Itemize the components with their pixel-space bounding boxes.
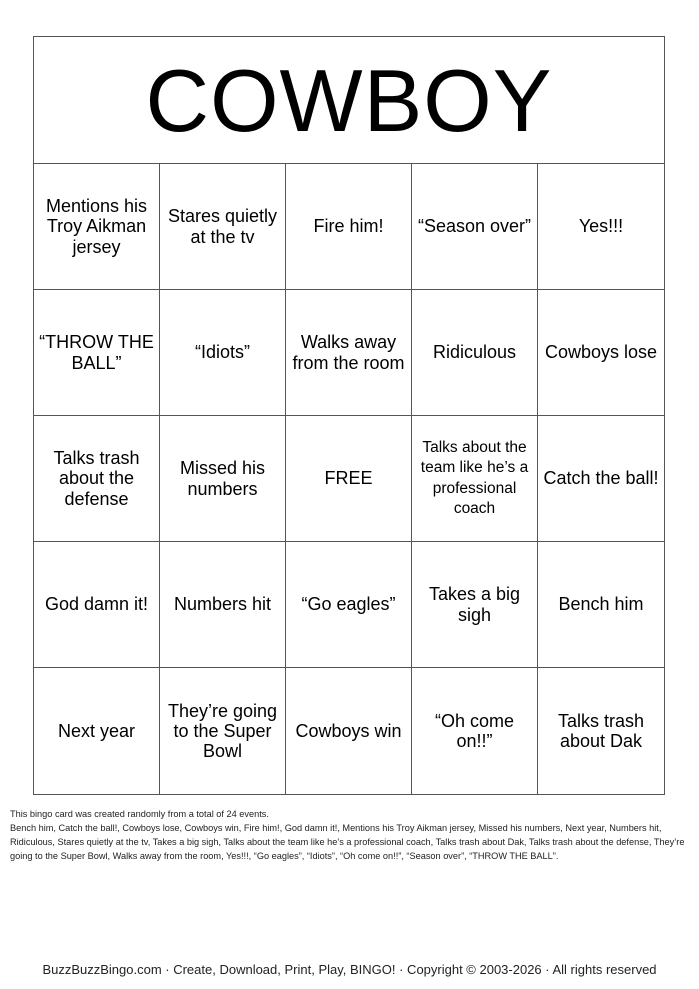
bingo-cell: Catch the ball! bbox=[538, 416, 664, 542]
bingo-cell: “THROW THE BALL” bbox=[34, 290, 160, 416]
bingo-cell: Talks trash about Dak bbox=[557, 710, 645, 751]
bingo-cell: Bench him bbox=[538, 542, 664, 668]
events-list: Bench him, Catch the ball!, Cowboys lose, Cowboys win, Fire him!, God damn it!, Mentions his Troy Aikman jersey, Missed his numbers, Next year, Numbers hit, Ridiculous, Stares quietly at the tv, Takes a big sigh, Talks about the team like he’s a professional coach, Talks trash about Dak, Talks trash about the defense, They’re going to the Super Bowl, Walks away from the room, Yes!!!, “Go eagles”, “Idiots”, “Oh come on!!”, “Season over”, “THROW THE BALL”. bbox=[10, 823, 685, 861]
bingo-cell: Next year bbox=[34, 668, 160, 794]
card-info bbox=[10, 807, 690, 863]
bingo-cell: Yes!!! bbox=[538, 164, 664, 290]
bingo-cell: Talks trash about the defense bbox=[34, 416, 160, 542]
card-title: COWBOY bbox=[145, 51, 553, 150]
footer-text: BuzzBuzzBingo.com · Create, Download, Print, Play, BINGO! · Copyright © 2003-2026 · All rights reserved bbox=[42, 962, 657, 977]
bingo-cell: Missed his numbers bbox=[160, 416, 286, 542]
bingo-cell: They’re going to the Super Bowl bbox=[160, 668, 286, 794]
bingo-cell: Numbers hit bbox=[160, 542, 286, 668]
bingo-cell: Ridiculous bbox=[412, 290, 538, 416]
bingo-cell: Cowboys lose bbox=[538, 290, 664, 416]
bingo-cell: Cowboys win bbox=[286, 668, 412, 794]
info-line: This bingo card was created randomly from a total of 24 events. bbox=[10, 809, 269, 819]
bingo-cell: Talks about the team like he’s a professional coach bbox=[412, 416, 538, 542]
bingo-cell: “Oh come on!!” bbox=[412, 668, 538, 794]
bingo-card bbox=[33, 36, 665, 795]
bingo-cell: “Idiots” bbox=[160, 290, 286, 416]
bingo-cell: “Go eagles” bbox=[286, 542, 412, 668]
bingo-cell: “Season over” bbox=[412, 164, 538, 290]
bingo-cell: Walks away from the room bbox=[286, 290, 412, 416]
free-space-cell: FREE bbox=[286, 416, 412, 542]
bingo-cell: Fire him! bbox=[286, 164, 412, 290]
bingo-cell: Stares quietly at the tv bbox=[160, 164, 286, 290]
title-row bbox=[34, 37, 664, 164]
bingo-cell: Takes a big sigh bbox=[412, 542, 538, 668]
bingo-cell: God damn it! bbox=[34, 542, 160, 668]
bingo-grid bbox=[34, 164, 664, 794]
bingo-cell: Mentions his Troy Aikman jersey bbox=[34, 164, 160, 290]
